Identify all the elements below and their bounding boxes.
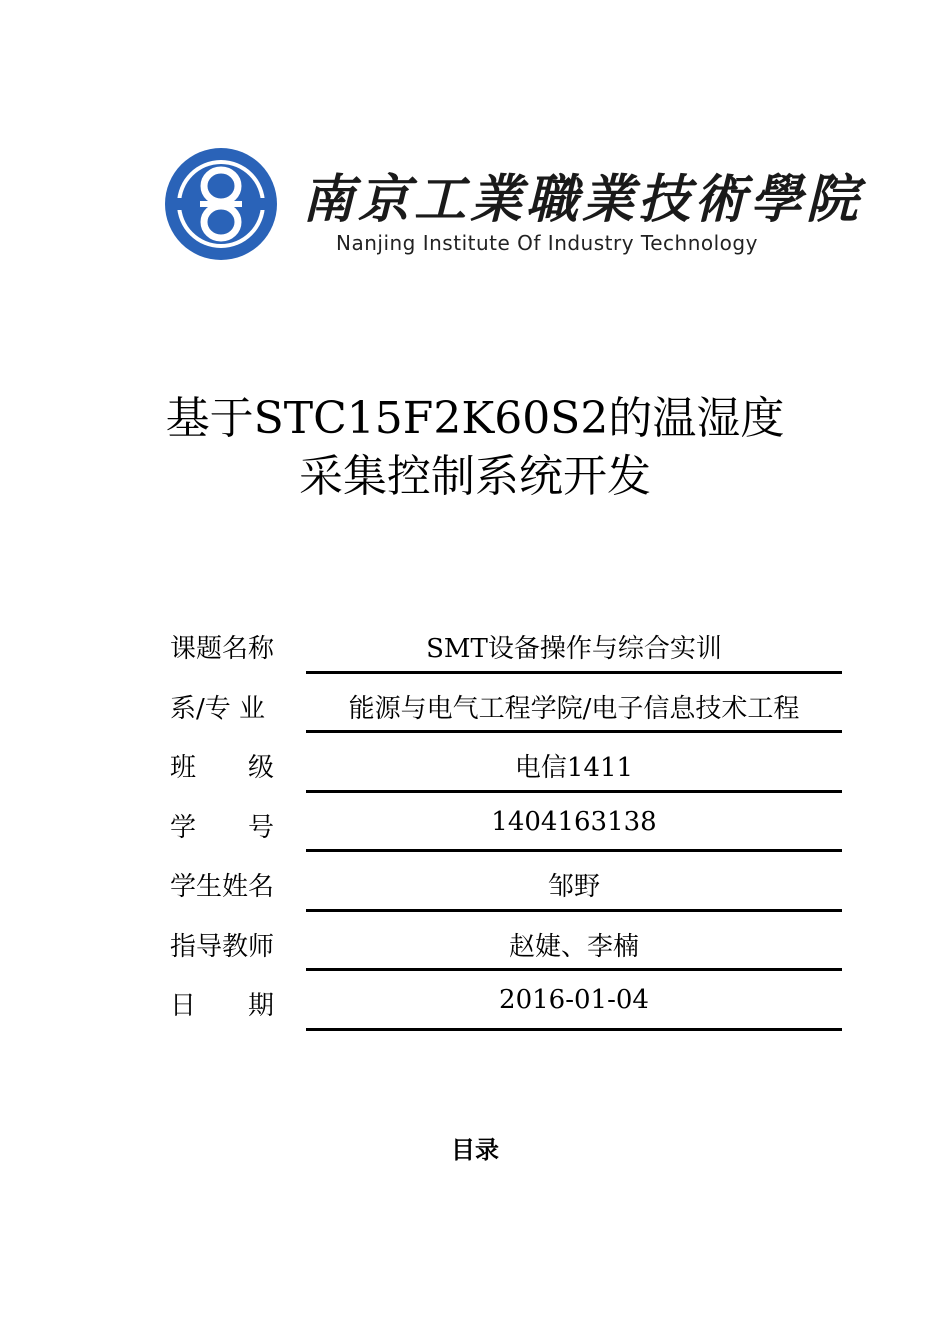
info-value: 赵婕、李楠 xyxy=(508,931,639,962)
school-emblem-icon xyxy=(162,143,280,265)
info-row-student-id xyxy=(170,793,842,853)
info-value: 邹野 xyxy=(547,872,600,902)
info-row-class xyxy=(170,733,842,793)
info-label: 班 级 xyxy=(170,753,275,783)
toc-heading: 目录 xyxy=(451,1136,499,1164)
school-name-english: Nanjing Institute Of Industry Technology xyxy=(336,231,758,255)
info-label: 日 期 xyxy=(170,991,275,1021)
info-row-student-name xyxy=(170,852,842,912)
info-table xyxy=(170,614,842,1031)
info-label: 学 号 xyxy=(170,812,275,843)
underline xyxy=(306,1028,842,1031)
info-label: 系/专 业 xyxy=(170,693,266,724)
info-value: SMT设备操作与综合实训 xyxy=(426,634,722,664)
info-label: 指导教师 xyxy=(170,931,275,962)
school-logo xyxy=(162,143,863,265)
info-value: 电信1411 xyxy=(514,753,634,783)
info-row-department xyxy=(170,674,842,734)
info-value: 1404163138 xyxy=(491,806,657,837)
school-name-chinese: 南京工業職業技術學院 xyxy=(302,169,863,230)
info-row-date xyxy=(170,971,842,1031)
info-row-advisor xyxy=(170,912,842,972)
title-line-2: 采集控制系统开发 xyxy=(299,451,651,502)
info-label: 学生姓名 xyxy=(170,872,275,902)
thesis-title xyxy=(0,390,950,506)
info-value: 2016-01-04 xyxy=(499,985,649,1015)
info-label: 课题名称 xyxy=(170,634,275,664)
title-line-1: 基于STC15F2K60S2的温湿度 xyxy=(165,393,785,444)
info-row-topic xyxy=(170,614,842,674)
info-value: 能源与电气工程学院/电子信息技术工程 xyxy=(348,693,800,724)
